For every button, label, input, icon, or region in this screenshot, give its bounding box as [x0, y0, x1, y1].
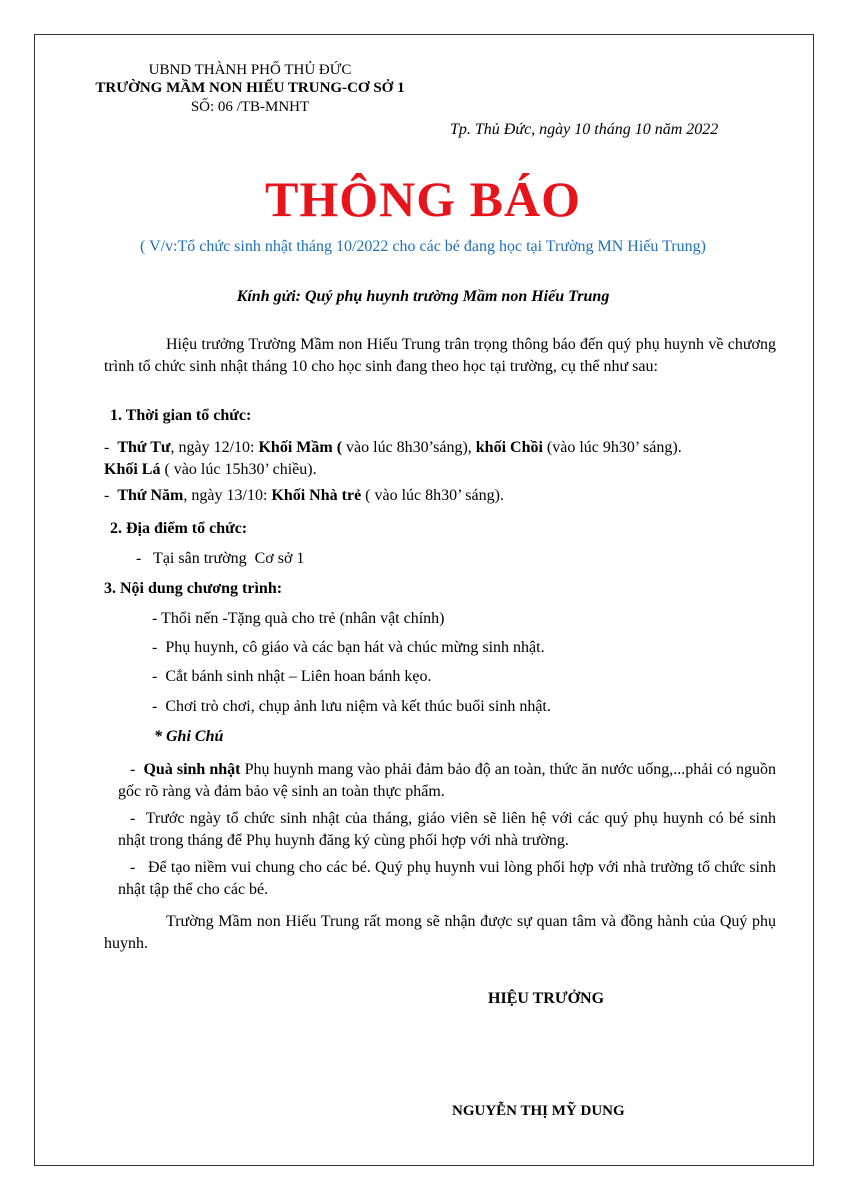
- note-heading: * Ghi Chú: [154, 728, 224, 745]
- school-name: TRƯỜNG MẦM NON HIẾU TRUNG-CƠ SỞ 1: [95, 80, 405, 96]
- authority-line: UBND THÀNH PHỐ THỦ ĐỨC: [148, 62, 352, 78]
- subject-line: ( V/v:Tổ chức sinh nhật tháng 10/2022 cho các bé đang học tại Trường MN Hiếu Trung): [140, 238, 706, 255]
- section-1-line-2: [104, 487, 504, 505]
- day-label: Thứ Tư: [117, 439, 171, 456]
- salutation: Kính gửi: Quý phụ huynh trường Mầm non Hiếu Trung: [236, 288, 610, 305]
- section-2-heading: 2. Địa điểm tổ chức:: [110, 520, 248, 537]
- date-text: , ngày 13/10:: [183, 487, 272, 504]
- page-title: THÔNG BÁO: [265, 171, 581, 227]
- dash: -: [104, 487, 110, 504]
- note-item-3: - Để tạo niềm vui chung cho các bé. Quý phụ huynh vui lòng phối hợp với nhà trường tổ chức sinh nhật tập thể cho các bé.: [118, 859, 780, 898]
- note-bold-label: Quà sinh nhật: [143, 761, 241, 778]
- closing-paragraph: Trường Mầm non Hiếu Trung rất mong sẽ nhận được sự quan tâm và đồng hành của Quý phụ huynh.: [104, 913, 776, 952]
- place-date: Tp. Thủ Đức, ngày 10 tháng 10 năm 2022: [450, 121, 719, 138]
- document-number: SỐ: 06 /TB-MNHT: [190, 99, 310, 115]
- time-text: (vào lúc 9h30’ sáng).: [542, 439, 682, 456]
- group-label: khối Chồi: [475, 439, 543, 456]
- signature-name: NGUYỄN THỊ MỸ DUNG: [452, 1103, 625, 1119]
- time-text: ( vào lúc 8h30’ sáng).: [361, 487, 504, 504]
- list-item: - Phụ huynh, cô giáo và các bạn hát và chúc mừng sinh nhật.: [152, 639, 545, 656]
- time-text: ( vào lúc 15h30’ chiều).: [160, 461, 317, 478]
- group-label: Khối Mầm (: [258, 439, 343, 456]
- signature-role: HIỆU TRƯỞNG: [488, 990, 605, 1007]
- group-label: Khối Lá: [104, 461, 161, 478]
- section-1-line-1: [104, 437, 776, 481]
- dash: -: [130, 761, 136, 778]
- section-1-heading: 1. Thời gian tổ chức:: [110, 407, 252, 424]
- list-item: - Thổi nến -Tặng quà cho trẻ (nhân vật chính): [152, 610, 445, 627]
- time-text: vào lúc 8h30’sáng),: [342, 439, 476, 456]
- list-item: - Cắt bánh sinh nhật – Liên hoan bánh kẹo.: [152, 668, 432, 685]
- note-text: Phụ huynh mang vào phải đảm bảo độ an toàn, thức ăn nước uống,...phải có nguồn gốc rõ ràng và đảm bảo vệ sinh an toàn thực phẩm.: [118, 761, 777, 800]
- day-label: Thứ Năm: [117, 487, 184, 504]
- section-3-heading: 3. Nội dung chương trình:: [104, 580, 283, 597]
- date-text: , ngày 12/10:: [170, 439, 259, 456]
- dash: -: [104, 439, 110, 456]
- intro-paragraph: Hiệu trưởng Trường Mầm non Hiếu Trung trân trọng thông báo đến quý phụ huynh về chương trình tổ chức sinh nhật tháng 10 cho học sinh đang theo học tại trường, cụ thể như sau:: [104, 336, 776, 375]
- group-label: Khối Nhà trẻ: [271, 487, 362, 504]
- section-2-item: - Tại sân trường Cơ sở 1: [136, 550, 305, 567]
- list-item: - Chơi trò chơi, chụp ảnh lưu niệm và kết thúc buổi sinh nhật.: [152, 698, 551, 715]
- note-item-1: [118, 759, 776, 803]
- note-item-2: - Trước ngày tổ chức sinh nhật của tháng, giáo viên sẽ liên hệ với các quý phụ huynh có bé sinh nhật trong tháng để Phụ huynh đăng ký cùng phối hợp với nhà trường.: [118, 810, 780, 849]
